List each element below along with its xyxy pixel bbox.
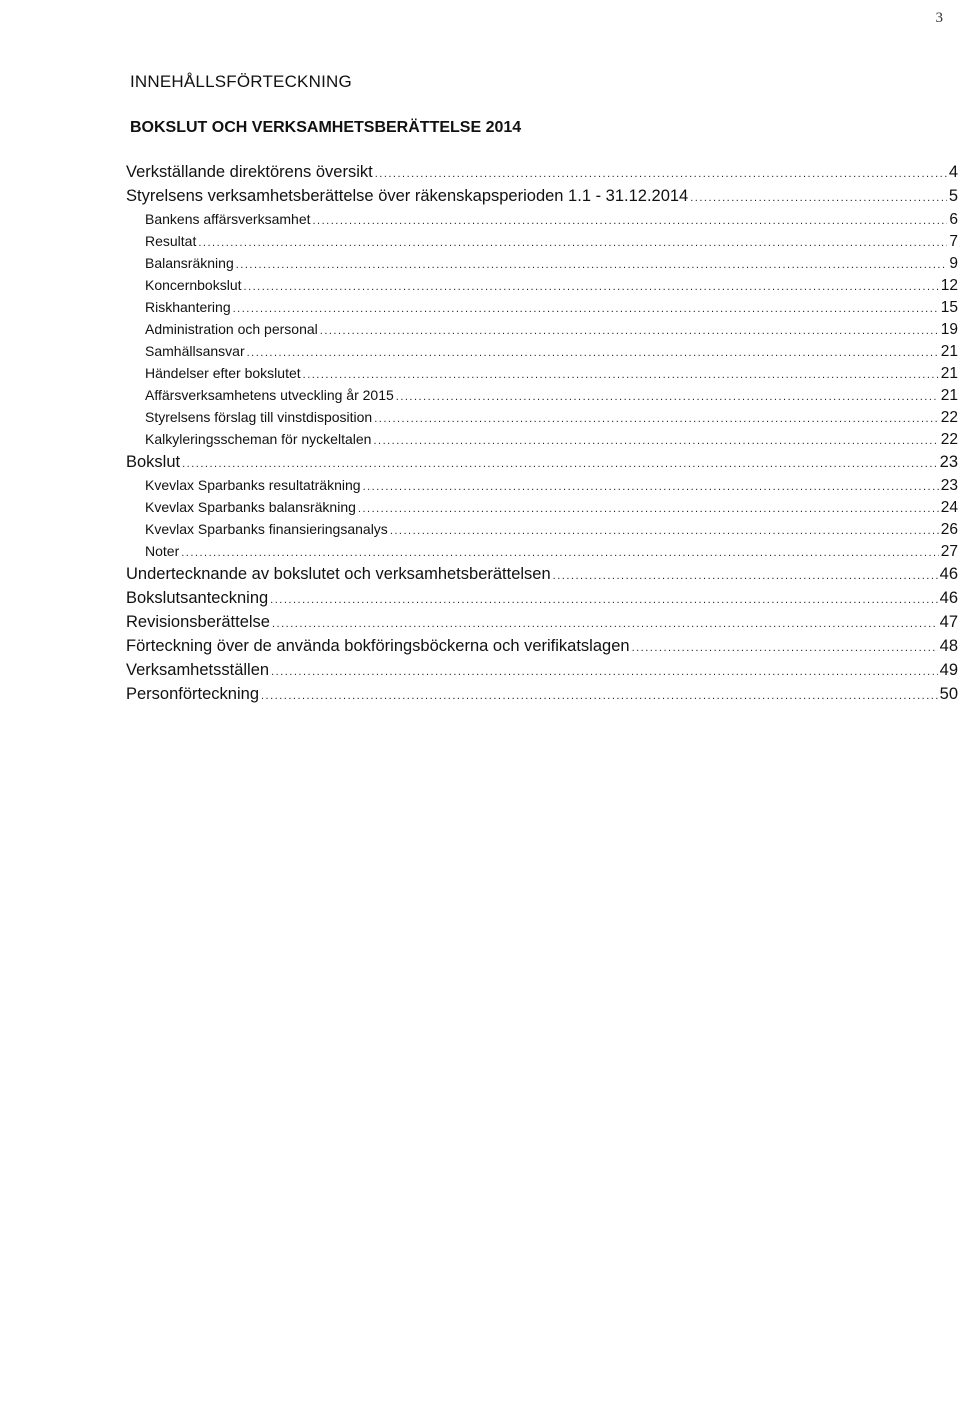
toc-subentry[interactable] [126, 543, 958, 565]
toc-leader-dots [272, 618, 938, 630]
toc-leader-dots [373, 435, 938, 447]
toc-entry-label: Undertecknande av bokslutet och verksamhetsberättelsen [126, 565, 551, 583]
toc-entry-label: Bokslutsanteckning [126, 589, 269, 607]
toc-leader-dots [553, 570, 938, 582]
toc-entry-label: Revisionsberättelse [126, 613, 270, 631]
toc-entry-label: Kalkyleringsscheman för nyckeltalen [145, 431, 372, 447]
toc-entry-label: Affärsverksamhetens utveckling år 2015 [145, 387, 394, 403]
toc-entry[interactable] [126, 187, 958, 211]
toc-entry[interactable] [126, 163, 958, 187]
toc-leader-dots [375, 168, 947, 180]
toc-entry-label: Förteckning över de använda bokföringsböckerna och verifikatslagen [126, 637, 630, 655]
toc-leader-dots [632, 642, 938, 654]
toc-subentry[interactable] [126, 365, 958, 387]
toc-leader-dots [181, 547, 939, 559]
toc-subentry[interactable] [126, 211, 958, 233]
toc-leader-dots [396, 391, 939, 403]
toc-entry[interactable] [126, 685, 958, 709]
toc-entry[interactable] [126, 661, 958, 685]
toc-entry-label: Resultat [145, 233, 197, 249]
toc-title: INNEHÅLLSFÖRTECKNING [130, 72, 352, 91]
toc-entry-label: Noter [145, 543, 180, 559]
toc-subentry[interactable] [126, 409, 958, 431]
toc-subentry[interactable] [126, 255, 958, 277]
toc-entry-page: 23 [939, 453, 958, 471]
toc-leader-dots [198, 237, 947, 249]
toc-subentry[interactable] [126, 321, 958, 343]
toc-entry-label: Bankens affärsverksamhet [145, 211, 311, 227]
toc-subentry[interactable] [126, 299, 958, 321]
toc-leader-dots [363, 481, 939, 493]
toc-entry-label: Administration och personal [145, 321, 318, 337]
toc-entry[interactable] [126, 453, 958, 477]
toc-subentry[interactable] [126, 431, 958, 453]
toc-entry-page: 23 [940, 477, 958, 494]
toc-entry-page: 24 [940, 499, 958, 516]
toc-entry-page: 22 [940, 409, 958, 426]
toc-entry-page: 9 [949, 255, 958, 272]
toc-leader-dots [247, 347, 939, 359]
toc-entry-label: Riskhantering [145, 299, 231, 315]
toc-subtitle: BOKSLUT OCH VERKSAMHETSBERÄTTELSE 2014 [130, 119, 522, 136]
toc-entry-page: 15 [940, 299, 958, 316]
toc-subentry[interactable] [126, 277, 958, 299]
toc-entry-page: 21 [940, 365, 958, 382]
toc-leader-dots [320, 325, 939, 337]
toc-entry-page: 46 [939, 589, 958, 607]
toc-entry-page: 7 [949, 233, 958, 250]
toc-leader-dots [236, 259, 948, 271]
toc-leader-dots [690, 192, 947, 204]
toc-subentry[interactable] [126, 499, 958, 521]
toc-entry-page: 49 [939, 661, 958, 679]
toc-leader-dots [233, 303, 939, 315]
toc-entry-page: 21 [940, 343, 958, 360]
toc-entry-label: Styrelsens verksamhetsberättelse över räkenskapsperioden 1.1 - 31.12.2014 [126, 187, 689, 205]
toc-entry-page: 6 [949, 211, 958, 228]
toc-subentry[interactable] [126, 233, 958, 255]
toc-entry-page: 47 [939, 613, 958, 631]
toc-subentry[interactable] [126, 521, 958, 543]
toc-leader-dots [244, 281, 939, 293]
toc-entry-label: Kvevlax Sparbanks resultaträkning [145, 477, 361, 493]
page-number: 3 [935, 10, 943, 26]
toc-entry-page: 46 [939, 565, 958, 583]
toc-entry-label: Personförteckning [126, 685, 259, 703]
toc-subentry[interactable] [126, 387, 958, 409]
toc-entry-page: 5 [948, 187, 958, 205]
toc-entry-page: 27 [940, 543, 958, 560]
toc-entry[interactable] [126, 613, 958, 637]
toc-entry-page: 50 [939, 685, 958, 703]
toc-entry-label: Bokslut [126, 453, 181, 471]
toc-entry-label: Koncernbokslut [145, 277, 242, 293]
toc-leader-dots [390, 525, 939, 537]
toc-entry-label: Kvevlax Sparbanks balansräkning [145, 499, 356, 515]
toc-entry-page: 19 [940, 321, 958, 338]
toc-entry-page: 22 [940, 431, 958, 448]
toc-leader-dots [261, 690, 938, 702]
toc-entry-page: 12 [940, 277, 958, 294]
toc-entry-label: Verkställande direktörens översikt [126, 163, 373, 181]
toc-entry[interactable] [126, 565, 958, 589]
toc-entry[interactable] [126, 589, 958, 613]
toc-entry-label: Verksamhetsställen [126, 661, 270, 679]
toc-leader-dots [358, 503, 939, 515]
toc-leader-dots [303, 369, 939, 381]
toc-leader-dots [271, 666, 938, 678]
toc-subentry[interactable] [126, 343, 958, 365]
toc-leader-dots [313, 215, 948, 227]
toc-entry-label: Kvevlax Sparbanks finansieringsanalys [145, 521, 388, 537]
toc-entry-page: 48 [939, 637, 958, 655]
toc-entry-page: 26 [940, 521, 958, 538]
toc-entry-page: 21 [940, 387, 958, 404]
toc-entry[interactable] [126, 637, 958, 661]
toc-entry-page: 4 [948, 163, 958, 181]
toc-entry-label: Styrelsens förslag till vinstdisposition [145, 409, 373, 425]
table-of-contents [126, 163, 958, 709]
toc-leader-dots [374, 413, 939, 425]
toc-leader-dots [270, 594, 937, 606]
toc-leader-dots [182, 458, 938, 470]
toc-subentry[interactable] [126, 477, 958, 499]
toc-entry-label: Händelser efter bokslutet [145, 365, 301, 381]
toc-entry-label: Balansräkning [145, 255, 234, 271]
toc-entry-label: Samhällsansvar [145, 343, 245, 359]
